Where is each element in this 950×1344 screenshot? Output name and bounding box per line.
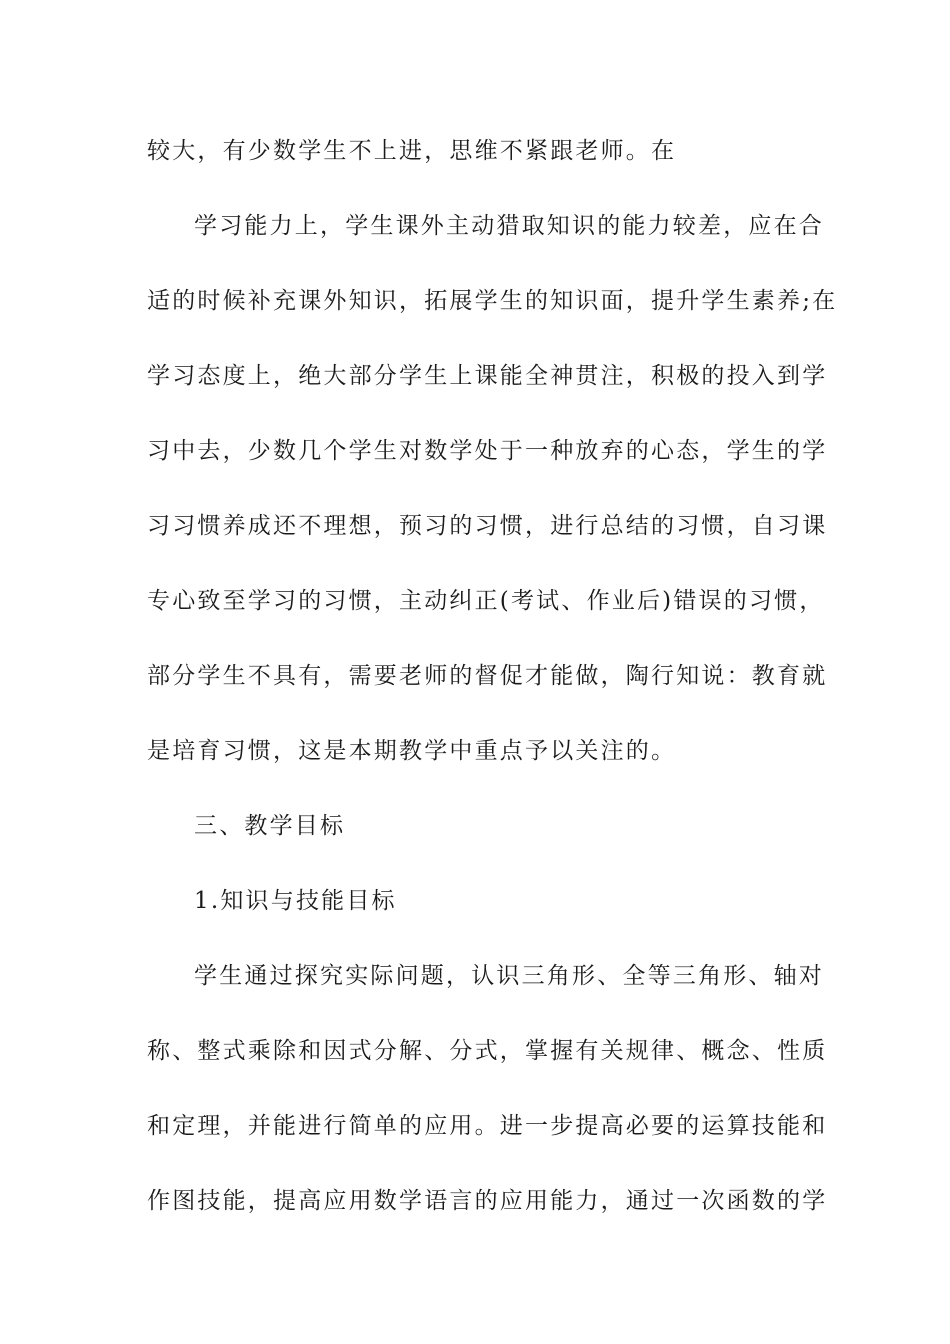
text-line: 适的时候补充课外知识，拓展学生的知识面，提升学生素养;在: [147, 288, 838, 314]
text-line: 较大，有少数学生不上进，思维不紧跟老师。在: [147, 138, 677, 164]
text-line: 和定理，并能进行简单的应用。进一步提高必要的运算技能和: [147, 1113, 828, 1139]
text-line: 习中去，少数几个学生对数学处于一种放弃的心态，学生的学: [147, 438, 828, 464]
text-line: 称、整式乘除和因式分解、分式，掌握有关规律、概念、性质: [147, 1038, 828, 1064]
paragraph-start-line: 学习能力上，学生课外主动猎取知识的能力较差，应在合: [194, 213, 824, 239]
text-line: 部分学生不具有，需要老师的督促才能做，陶行知说：教育就: [147, 663, 828, 689]
subsection-heading: 1.知识与技能目标: [194, 888, 397, 914]
text-line: 作图技能，提高应用数学语言的应用能力，通过一次函数的学: [147, 1188, 828, 1214]
text-line: 学习态度上，绝大部分学生上课能全神贯注，积极的投入到学: [147, 363, 828, 389]
text-line: 习习惯养成还不理想，预习的习惯，进行总结的习惯，自习课: [147, 513, 828, 539]
text-line: 专心致至学习的习惯，主动纠正(考试、作业后)错误的习惯，: [147, 588, 825, 614]
section-heading: 三、教学目标: [194, 813, 346, 839]
text-line: 是培育习惯，这是本期教学中重点予以关注的。: [147, 738, 677, 764]
paragraph-start-line: 学生通过探究实际问题，认识三角形、全等三角形、轴对: [194, 963, 824, 989]
